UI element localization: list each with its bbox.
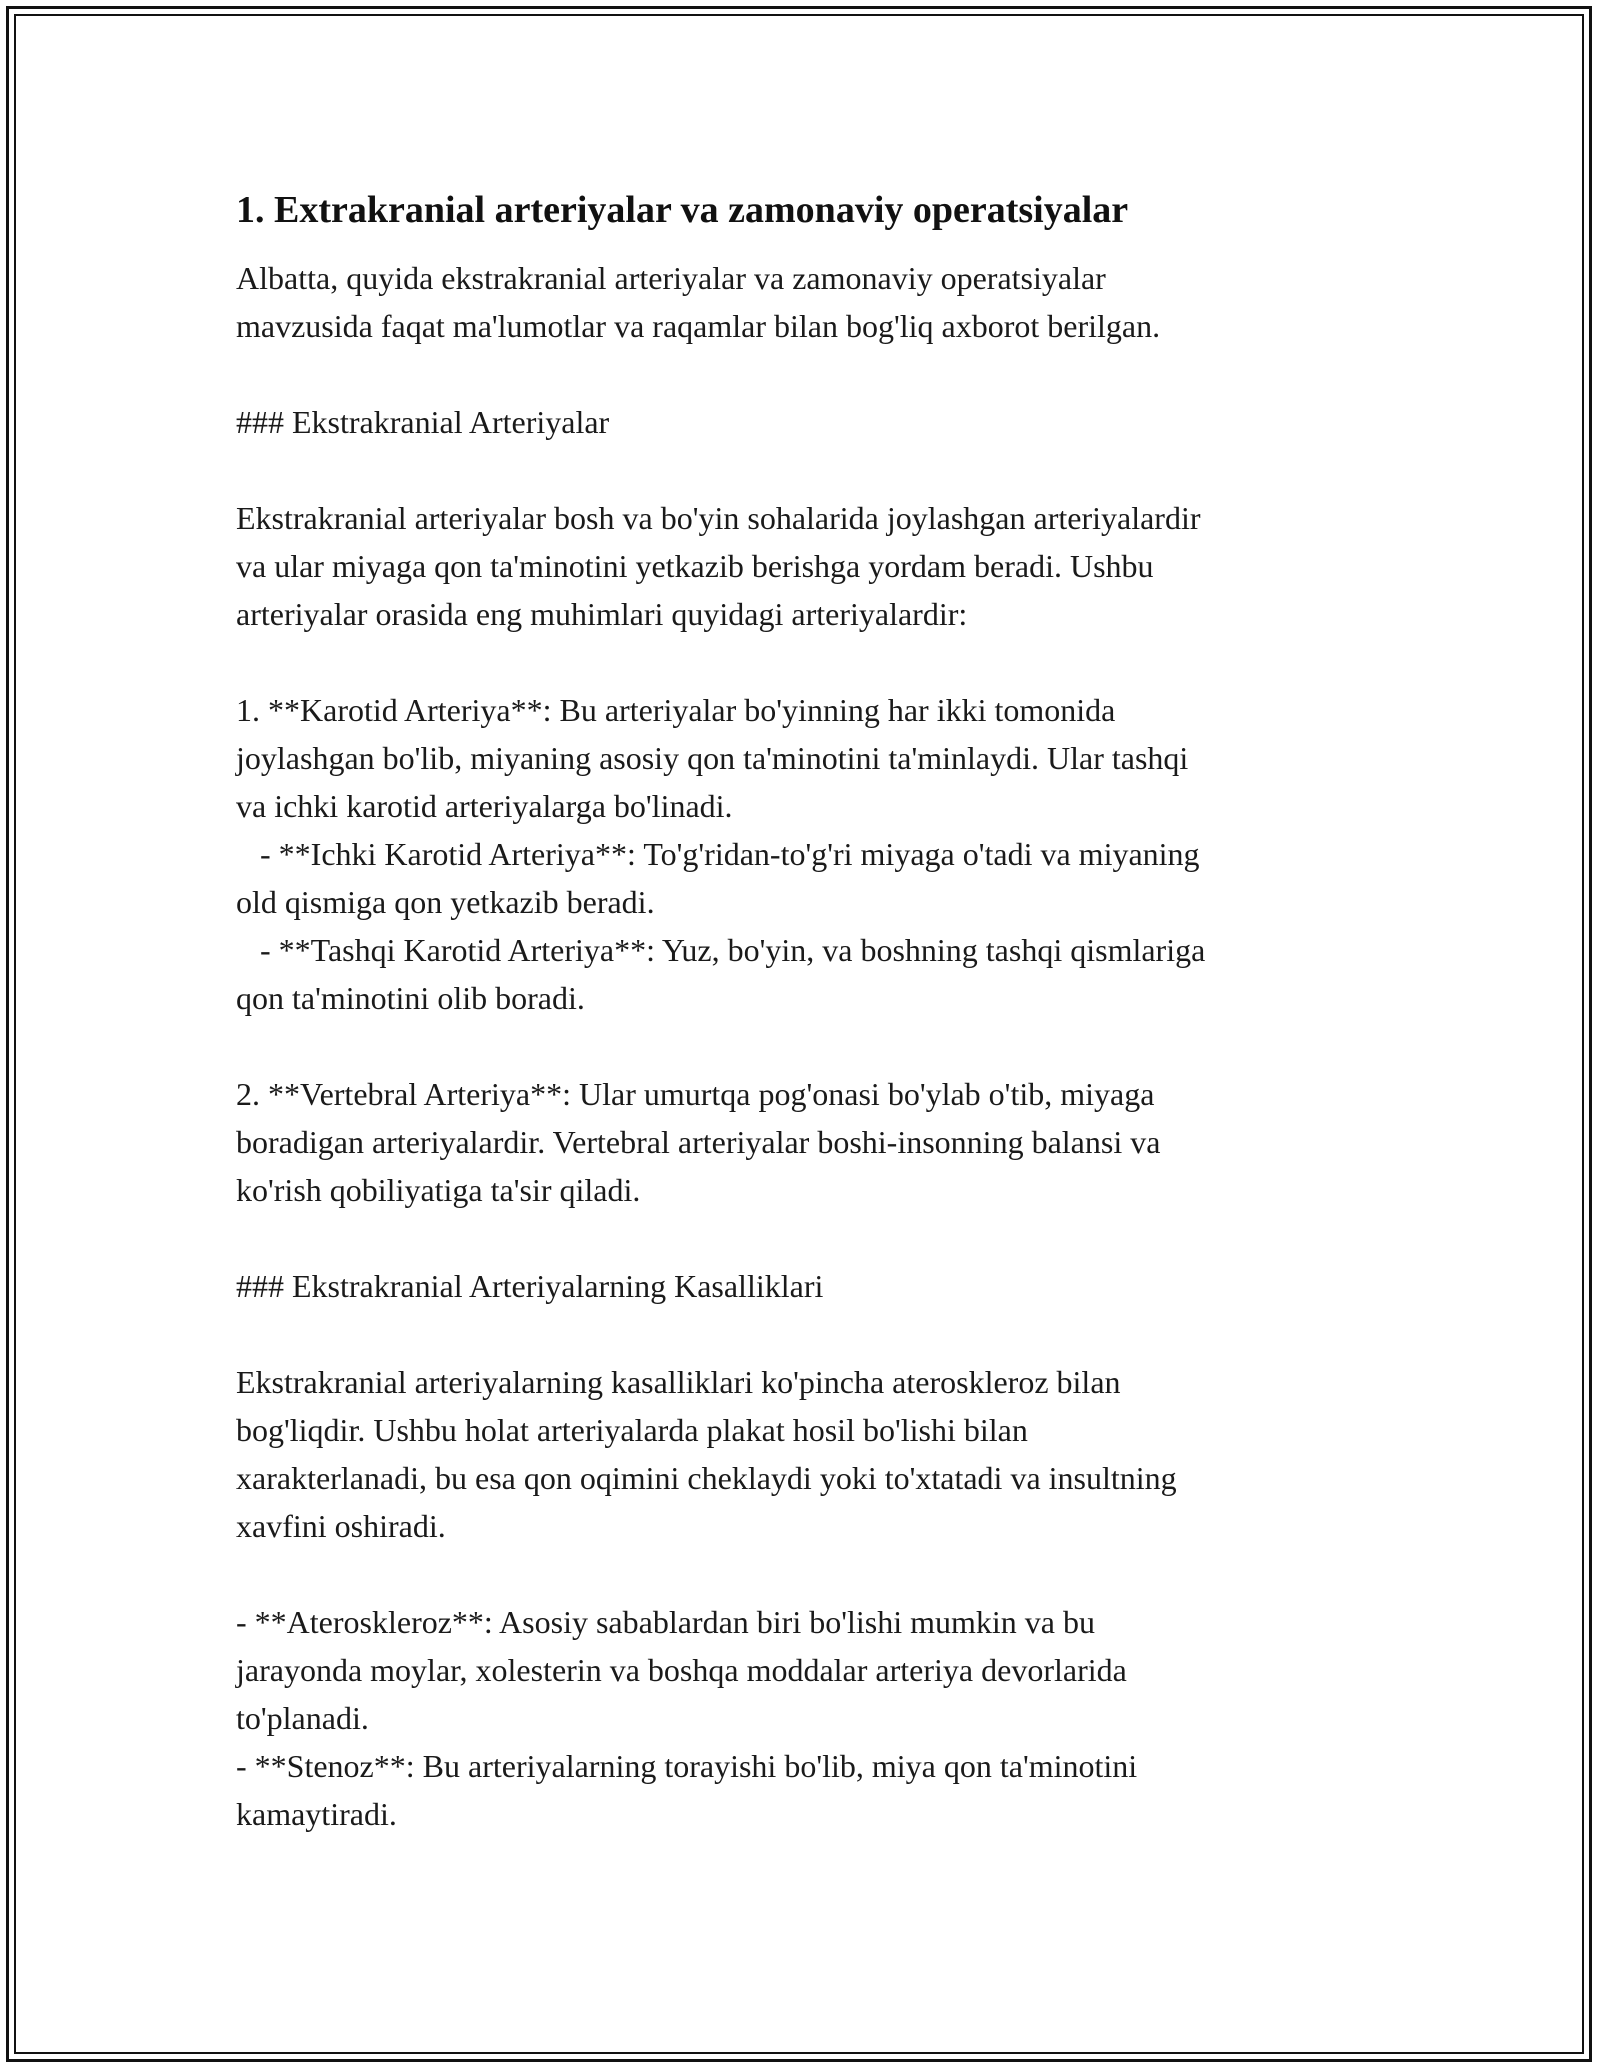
document-page: [236, 186, 1416, 1838]
document-title: 1. Extrakranial arteriyalar va zamonaviy operatsiyalar: [236, 189, 1129, 231]
document-body: Albatta, quyida ekstrakranial arteriyalar va zamonaviy operatsiyalar mavzusida faqat ma'lumotlar va raqamlar bilan bog'liq axborot berilgan. ### Ekstrakranial Arteriyalar Ekstrakranial arteriyalar bosh va bo'yin sohalarida joylashgan arteriyalardir va ular miyaga qon ta'minotini yetkazib berishga yordam beradi. Ushbu arteriyalar orasida eng muhimlari quyidagi arteriyalardir: 1. **Karotid Arteriya**: Bu arteriyalar bo'yinning har ikki tomonida joylashgan bo'lib, miyaning asosiy qon ta'minotini ta'minlaydi. Ular tashqi va ichki karotid arteriyalarga bo'linadi. - **Ichki Karotid Arteriya**: To'g'ridan-to'g'ri miyaga o'tadi va miyaning old qismiga qon yetkazib beradi. - **Tashqi Karotid Arteriya**: Yuz, bo'yin, va boshning tashqi qismlariga qon ta'minotini olib boradi. 2. **Vertebral Arteriya**: Ular umurtqa pog'onasi bo'ylab o'tib, miyaga boradigan arteriyalardir. Vertebral arteriyalar boshi-insonning balansi va ko'rish qobiliyatiga ta'sir qiladi. ### Ekstrakranial Arteriyalarning Kasalliklari Ekstrakranial arteriyalarning kasalliklari ko'pincha ateroskleroz bilan bog'liqdir. Ushbu holat arteriyalarda plakat hosil bo'lishi bilan xarakterlanadi, bu esa qon oqimini cheklaydi yoki to'xtatadi va insultning xavfini oshiradi. - **Ateroskleroz**: Asosiy sabablardan biri bo'lishi mumkin va bu jarayonda moylar, xolesterin va boshqa moddalar arteriya devorlarida to'planadi. - **Stenoz**: Bu arteriyalarning torayishi bo'lib, miya qon ta'minotini kamaytiradi.: [236, 260, 1206, 1832]
